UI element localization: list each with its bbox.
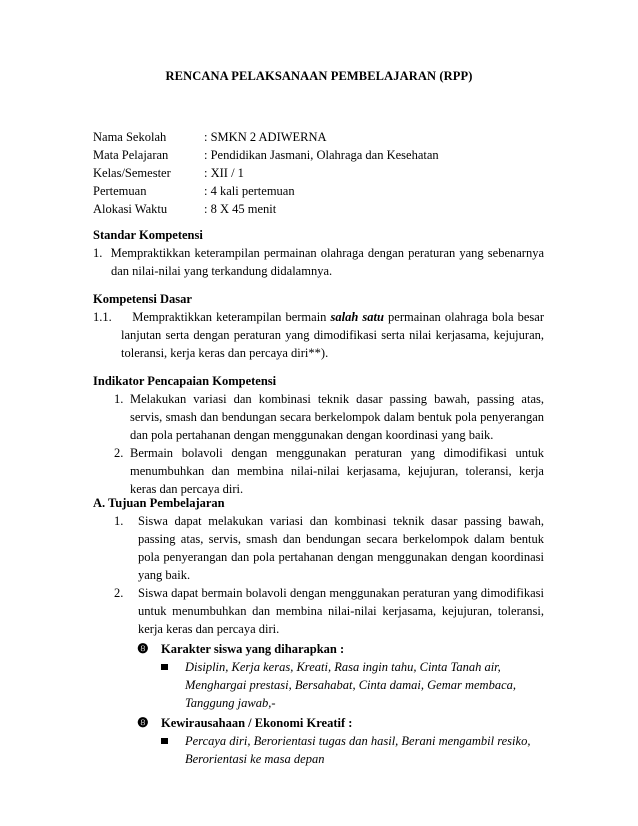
square-bullet-icon [161,664,168,670]
kompetensi-line [93,344,544,362]
section-heading: A. Tujuan Pembelajaran [93,496,225,510]
karakter-heading-row [137,640,544,658]
item-line: Melakukan variasi dan kombinasi teknik dasar passing bawah, passing atas, [130,392,544,406]
item-number: 1. [93,246,103,260]
info-label: Mata Pelajaran [93,148,169,162]
item-line: Percaya diri, Berorientasi tugas dan hasil, Berani mengambil resiko, [185,734,531,748]
info-row [93,164,439,182]
section-heading: Indikator Pencapaian Kompetensi [93,374,277,388]
item-line: untuk menumbuhkan dan membina nilai-nilai kerjasama, kejujuran, toleransi, [138,604,544,618]
standar-line [93,262,544,280]
info-row [93,128,439,146]
item-text: Mempraktikkan keterampilan permainan olahraga dengan peraturan yang sebenarnya [110,246,544,260]
info-row [93,182,439,200]
subsection-heading: Kewirausahaan / Ekonomi Kreatif : [161,716,353,730]
item-line: Berorientasi ke masa depan [185,752,325,766]
kompetensi-line [121,326,544,344]
item-text: lanjutan serta dengan peraturan yang dimodifikasi serta nilai kerjasama, kejujuran, [121,328,544,342]
square-bullet-icon [161,738,168,744]
info-row [93,200,439,218]
numbered-bullet-icon: ❽ [137,715,149,730]
item-line: Bermain bolavoli dengan menggunakan peraturan yang dimodifikasi untuk [130,446,544,460]
info-label: Kelas/Semester [93,166,171,180]
item-line: Menghargai prestasi, Bersahabat, Cinta damai, Gemar membaca, [185,678,516,692]
kompetensi-dasar-section [93,290,544,362]
indikator-item [93,390,544,444]
info-value: : XII / 1 [204,166,244,180]
item-number: 1.1. [93,310,112,324]
subsection-heading: Karakter siswa yang diharapkan : [161,642,345,656]
item-text: toleransi, kerja keras dan percaya diri**). [121,346,329,360]
item-text-emphasis: salah satu [330,310,384,324]
tujuan-item [93,512,544,584]
kompetensi-line [93,308,544,326]
tujuan-section [93,494,544,768]
info-label: Alokasi Waktu [93,202,168,216]
item-line: Siswa dapat bermain bolavoli dengan menggunakan peraturan yang dimodifikasi [138,586,544,600]
section-heading: Kompetensi Dasar [93,292,192,306]
info-label: Nama Sekolah [93,130,167,144]
item-number: 1. [114,514,124,528]
info-label: Pertemuan [93,184,147,198]
item-line: menumbuhkan dan membina nilai-nilai kerjasama, kejujuran, toleransi, kerja [130,464,544,478]
item-line: dan pola pertahanan dengan menggunakan dengan koordinasi yang baik. [130,428,494,442]
info-table [93,128,439,218]
item-number: 2. [114,446,124,460]
karakter-list [161,658,544,712]
item-text: dan nilai-nilai yang terkandung didalamnya. [111,264,333,278]
item-line: keras dan percaya diri. [130,482,244,496]
indikator-section [93,372,544,498]
item-text: Mempraktikkan keterampilan bermain [132,310,327,324]
info-value: : SMKN 2 ADIWERNA [204,130,327,144]
document-title: RENCANA PELAKSANAAN PEMBELAJARAN (RPP) [165,69,473,83]
standar-kompetensi-section [93,226,544,280]
item-line: servis, smash dan bendungan secara berkelompok dalam bentuk pola penyerangan [130,410,544,424]
item-line: passing atas, servis, smash dan bendungan secara berkelompok dalam bentuk [138,532,544,546]
item-line: pola penyerangan dan pola pertahanan dengan menggunakan dengan koordinasi [138,550,544,564]
info-row [93,146,439,164]
item-text: permainan olahraga bola besar [388,310,544,324]
indikator-item [93,444,544,498]
item-number: 1. [114,392,124,406]
info-value: : Pendidikan Jasmani, Olahraga dan Kesehatan [204,148,439,162]
numbered-bullet-icon: ❽ [137,641,149,656]
item-line: kerja keras dan percaya diri. [138,622,280,636]
item-number: 2. [114,586,124,600]
karakter-block [137,640,544,768]
kewirausahaan-list [161,732,544,768]
tujuan-item [93,584,544,638]
item-line: Disiplin, Kerja keras, Kreati, Rasa ingin tahu, Cinta Tanah air, [185,660,501,674]
kewirausahaan-heading-row [137,714,544,732]
item-line: yang baik. [138,568,191,582]
info-value: : 8 X 45 menit [204,202,277,216]
info-value: : 4 kali pertemuan [204,184,295,198]
standar-line [93,244,544,262]
item-line: Tanggung jawab,- [185,696,276,710]
section-heading: Standar Kompetensi [93,228,203,242]
item-line: Siswa dapat melakukan variasi dan kombinasi teknik dasar passing bawah, [138,514,544,528]
